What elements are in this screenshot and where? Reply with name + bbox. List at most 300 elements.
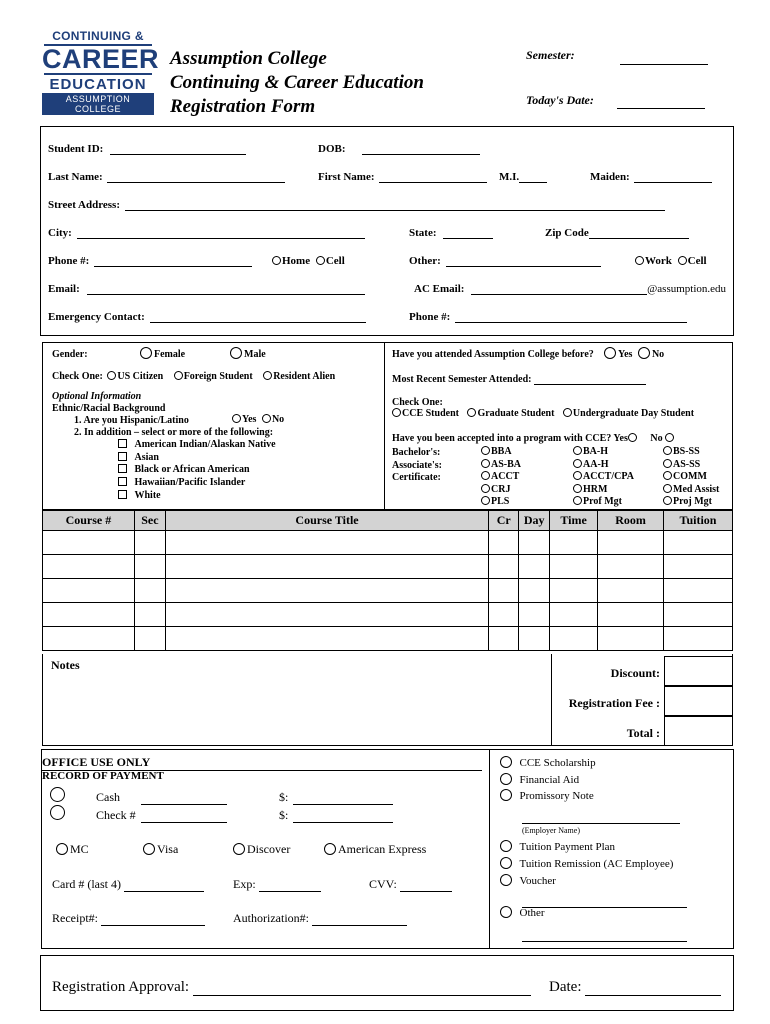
- bachelors-label: Bachelor's:: [392, 447, 441, 458]
- record-of-payment: RECORD OF PAYMENT: [42, 770, 164, 782]
- race-item: Black or African American: [118, 464, 276, 477]
- card-row: [52, 877, 204, 892]
- state-row: [409, 227, 493, 239]
- table-cell[interactable]: [489, 531, 519, 555]
- us-citizen-radio[interactable]: [107, 371, 116, 380]
- total-label: Total :: [626, 726, 660, 740]
- notes-area[interactable]: [42, 654, 552, 746]
- work-label: Work: [645, 255, 672, 267]
- financial-aid-option: [500, 772, 596, 789]
- receipt-row: [52, 911, 205, 926]
- notes-label: Notes: [51, 658, 80, 672]
- table-cell[interactable]: [165, 579, 488, 603]
- table-cell[interactable]: [598, 579, 664, 603]
- program-radio[interactable]: [481, 459, 490, 468]
- other-label: Other: [519, 907, 545, 919]
- program-option: HRM: [573, 484, 634, 497]
- accepted-no-label: No: [650, 433, 663, 444]
- accepted-no-radio[interactable]: [665, 433, 674, 442]
- logo-line4: ASSUMPTION COLLEGE: [42, 93, 154, 115]
- resident-label: Resident Alien: [273, 371, 336, 382]
- grad-radio[interactable]: [467, 408, 476, 417]
- table-cell[interactable]: [598, 627, 664, 651]
- other-field[interactable]: [522, 924, 687, 942]
- citizenship-row: [52, 371, 335, 382]
- scholarship-radio[interactable]: [500, 756, 512, 768]
- student-id-field[interactable]: [110, 143, 246, 155]
- program-radio[interactable]: [481, 446, 490, 455]
- program-option: BBA: [481, 446, 521, 459]
- program-radio[interactable]: [573, 446, 582, 455]
- credits-header: Cr: [489, 511, 519, 531]
- table-cell[interactable]: [664, 603, 733, 627]
- foreign-radio[interactable]: [174, 371, 183, 380]
- financial-aid-label: Financial Aid: [519, 773, 580, 786]
- check-num-field[interactable]: [141, 811, 227, 823]
- auth-label: Authorization#:: [233, 911, 309, 925]
- table-cell[interactable]: [664, 579, 733, 603]
- female-option: [140, 347, 185, 360]
- student-id-label: Student ID:: [48, 143, 104, 155]
- street-field[interactable]: [125, 199, 665, 211]
- first-name-row: [318, 171, 487, 183]
- city-field[interactable]: [77, 227, 365, 239]
- program-option: ACCT: [481, 471, 521, 484]
- approval-date-label: Date:: [549, 979, 582, 995]
- table-cell[interactable]: [519, 555, 550, 579]
- table-cell[interactable]: [550, 627, 598, 651]
- logo-line2: CAREER: [42, 44, 160, 74]
- table-cell[interactable]: [550, 555, 598, 579]
- auth-field[interactable]: [312, 914, 407, 926]
- dob-label: DOB:: [318, 143, 346, 155]
- table-row: [43, 627, 733, 651]
- cash-dollar-label: $:: [279, 790, 289, 804]
- cash-amount-field[interactable]: [293, 793, 393, 805]
- table-cell[interactable]: [43, 627, 135, 651]
- table-cell[interactable]: [664, 627, 733, 651]
- program-option: AS-BA: [481, 459, 521, 472]
- zip-row: [545, 227, 689, 239]
- certificate-label: Certificate:: [392, 472, 441, 483]
- emergency-field[interactable]: [150, 311, 366, 323]
- table-cell[interactable]: [43, 531, 135, 555]
- visa-radio[interactable]: [143, 843, 155, 855]
- street-row: [48, 199, 665, 211]
- table-row: [43, 555, 733, 579]
- program-option: COMM: [663, 471, 719, 484]
- emergency-label: Emergency Contact:: [48, 311, 145, 323]
- receipt-field[interactable]: [101, 914, 205, 926]
- logo-line1: CONTINUING &: [52, 29, 144, 43]
- hispanic-question: 1. Are you Hispanic/Latino: [74, 415, 189, 426]
- table-cell[interactable]: [664, 531, 733, 555]
- mi-row: [499, 171, 547, 183]
- check-radio[interactable]: [50, 805, 65, 825]
- attended-question: [392, 349, 594, 360]
- program-radio[interactable]: [573, 471, 582, 480]
- table-cell[interactable]: [489, 579, 519, 603]
- title-line1: Assumption College: [170, 48, 327, 69]
- attended-options: [604, 347, 664, 360]
- mc-option: [56, 842, 89, 857]
- discount-field[interactable]: [664, 656, 733, 686]
- table-cell[interactable]: [664, 555, 733, 579]
- state-field[interactable]: [443, 227, 493, 239]
- approval-row: [52, 979, 531, 996]
- promissory-label: Promissory Note: [519, 790, 594, 802]
- first-name-field[interactable]: [379, 171, 487, 183]
- voucher-field[interactable]: [522, 890, 687, 908]
- optional-info-label: Optional Information: [52, 391, 142, 402]
- demographics-divider: [384, 342, 385, 510]
- card-label: Card # (last 4): [52, 877, 121, 891]
- foreign-label: Foreign Student: [183, 371, 253, 382]
- race-checkbox[interactable]: [118, 452, 127, 461]
- table-row: [43, 579, 733, 603]
- discover-option: [233, 842, 290, 857]
- email-field[interactable]: [87, 283, 365, 295]
- table-cell[interactable]: [489, 603, 519, 627]
- state-label: State:: [409, 227, 437, 239]
- student-type-label: Check One:: [392, 397, 443, 408]
- table-cell[interactable]: [598, 603, 664, 627]
- scholarship-option: [500, 755, 596, 772]
- form-title: [170, 47, 424, 119]
- dob-field[interactable]: [362, 143, 480, 155]
- time-header: Time: [550, 511, 598, 531]
- program-option: Med Assist: [663, 484, 719, 497]
- attended-no-label: No: [651, 349, 665, 360]
- program-option: CRJ: [481, 484, 521, 497]
- program-option: BS-SS: [663, 446, 719, 459]
- resident-radio[interactable]: [263, 371, 272, 380]
- reg-fee-field[interactable]: [664, 686, 733, 716]
- associates-label: Associate's:: [392, 459, 442, 471]
- program-radio[interactable]: [481, 471, 490, 480]
- male-label: Male: [244, 349, 266, 360]
- exp-field[interactable]: [259, 880, 321, 892]
- table-cell[interactable]: [519, 579, 550, 603]
- table-cell[interactable]: [489, 555, 519, 579]
- program-radio[interactable]: [663, 496, 672, 505]
- approval-field[interactable]: [193, 981, 531, 996]
- hispanic-no-label: No: [271, 414, 285, 425]
- emergency-phone-field[interactable]: [455, 311, 687, 323]
- table-cell[interactable]: [598, 555, 664, 579]
- emergency-phone-label: Phone #:: [409, 311, 451, 323]
- table-cell[interactable]: [165, 603, 488, 627]
- voucher-radio[interactable]: [500, 874, 512, 886]
- work-radio[interactable]: [635, 256, 644, 265]
- race-checkbox[interactable]: [118, 464, 127, 473]
- table-cell[interactable]: [519, 531, 550, 555]
- cell-label: Cell: [325, 255, 345, 267]
- hispanic-options: [232, 414, 284, 425]
- remission-radio[interactable]: [500, 857, 512, 869]
- table-cell[interactable]: [43, 603, 135, 627]
- maiden-label: Maiden:: [590, 171, 630, 183]
- visa-label: Visa: [157, 842, 179, 856]
- city-row: [48, 227, 365, 239]
- race-item: Hawaiian/Pacific Islander: [118, 477, 276, 490]
- table-cell[interactable]: [550, 603, 598, 627]
- amex-radio[interactable]: [324, 843, 336, 855]
- race-item: American Indian/Alaskan Native: [118, 439, 276, 452]
- last-name-label: Last Name:: [48, 171, 103, 183]
- cash-radio[interactable]: [50, 787, 65, 807]
- remission-option: [500, 856, 673, 873]
- program-labels: [392, 447, 442, 485]
- email-label: Email:: [48, 283, 80, 295]
- aid-options-bottom: [500, 839, 673, 890]
- table-cell[interactable]: [134, 555, 165, 579]
- emergency-row: [48, 311, 366, 323]
- cell2-label: Cell: [687, 255, 707, 267]
- program-option: ACCT/CPA: [573, 471, 634, 484]
- cash-amount-row: [279, 790, 393, 805]
- last-name-row: [48, 171, 285, 183]
- amex-label: American Express: [338, 842, 427, 856]
- remission-label: Tuition Remission (AC Employee): [519, 858, 674, 870]
- race-item: White: [118, 490, 276, 503]
- ac-email-row: [414, 283, 726, 295]
- cvv-field[interactable]: [400, 880, 452, 892]
- approval-date-field[interactable]: [585, 981, 721, 996]
- race-checkbox[interactable]: [118, 439, 127, 448]
- check-amount-row: [279, 808, 393, 823]
- table-cell[interactable]: [519, 603, 550, 627]
- total-field[interactable]: [664, 716, 733, 746]
- auth-row: [233, 911, 407, 926]
- program-col1: [481, 446, 521, 509]
- mc-radio[interactable]: [56, 843, 68, 855]
- undergrad-label: Undergraduate Day Student: [572, 408, 695, 419]
- check-row: [96, 808, 227, 823]
- table-cell[interactable]: [598, 531, 664, 555]
- check-amount-field[interactable]: [293, 811, 393, 823]
- race-list: [118, 439, 276, 503]
- approval-date-row: [549, 979, 721, 996]
- exp-row: [233, 877, 321, 892]
- discount-label: Discount:: [610, 666, 660, 680]
- tuition-header: Tuition: [664, 511, 733, 531]
- course-num-header: Course #: [43, 511, 135, 531]
- program-radio[interactable]: [573, 459, 582, 468]
- email-row: [48, 283, 365, 295]
- gender-label: Gender:: [52, 349, 88, 360]
- race-item: Asian: [118, 452, 276, 465]
- other-phone-row: [409, 255, 601, 267]
- first-name-label: First Name:: [318, 171, 375, 183]
- program-col3: [663, 446, 719, 509]
- program-option: AS-SS: [663, 459, 719, 472]
- visa-option: [143, 842, 178, 857]
- other-option: [500, 906, 545, 919]
- accepted-yes-label: Yes: [613, 433, 628, 444]
- race-question: 2. In addition – select or more of the following:: [74, 427, 274, 438]
- hispanic-no-radio[interactable]: [262, 414, 271, 423]
- cvv-label: CVV:: [369, 877, 397, 891]
- financial-aid-radio[interactable]: [500, 773, 512, 785]
- program-radio[interactable]: [573, 484, 582, 493]
- ac-email-domain: @assumption.edu: [647, 283, 727, 295]
- check-label: Check #: [96, 808, 136, 822]
- program-radio[interactable]: [663, 459, 672, 468]
- recent-semester-field[interactable]: [534, 373, 646, 385]
- approval-label: Registration Approval:: [52, 979, 190, 995]
- table-cell[interactable]: [165, 555, 488, 579]
- title-line2: Continuing & Career Education: [170, 72, 424, 93]
- employer-label: (Employer Name): [522, 826, 580, 835]
- recent-semester-label: Most Recent Semester Attended:: [392, 374, 532, 385]
- table-cell[interactable]: [550, 579, 598, 603]
- phone-label: Phone #:: [48, 255, 90, 267]
- attended-yes-radio[interactable]: [604, 347, 616, 359]
- cash-label: Cash: [96, 790, 120, 804]
- room-header: Room: [598, 511, 664, 531]
- us-citizen-label: US Citizen: [117, 371, 164, 382]
- program-radio[interactable]: [663, 446, 672, 455]
- office-use-title: OFFICE USE ONLY: [42, 755, 482, 771]
- zip-label: Zip Code: [545, 227, 589, 239]
- day-header: Day: [519, 511, 550, 531]
- table-cell[interactable]: [165, 531, 488, 555]
- dob-row: [318, 143, 480, 155]
- hispanic-yes-radio[interactable]: [232, 414, 241, 423]
- card-field[interactable]: [124, 880, 204, 892]
- table-cell[interactable]: [134, 531, 165, 555]
- citizenship-label: Check One:: [52, 371, 103, 382]
- check-dollar-label: $:: [279, 808, 289, 822]
- ethnic-label: Ethnic/Racial Background: [52, 403, 166, 414]
- payment-plan-option: [500, 839, 673, 856]
- attended-question-text: Have you attended Assumption College before?: [392, 349, 594, 360]
- today-label: Today's Date:: [526, 93, 594, 107]
- program-radio[interactable]: [481, 484, 490, 493]
- recent-semester-row: [392, 373, 646, 385]
- payment-plan-label: Tuition Payment Plan: [519, 841, 616, 853]
- other-radio[interactable]: [500, 906, 512, 918]
- cce-radio[interactable]: [392, 408, 401, 417]
- table-row: [43, 603, 733, 627]
- employer-field[interactable]: [522, 806, 680, 824]
- scholarship-label: CCE Scholarship: [519, 757, 596, 769]
- table-row: [43, 531, 733, 555]
- logo-line3: EDUCATION: [49, 76, 147, 93]
- female-radio[interactable]: [140, 347, 152, 359]
- table-cell[interactable]: [134, 627, 165, 651]
- cvv-row: [369, 877, 452, 892]
- office-divider: [489, 749, 490, 949]
- college-logo: [42, 25, 160, 117]
- accepted-yes-radio[interactable]: [628, 433, 637, 442]
- ac-email-field[interactable]: [471, 283, 647, 295]
- home-label: Home: [282, 255, 311, 267]
- home-radio[interactable]: [272, 256, 281, 265]
- emergency-phone-row: [409, 311, 687, 323]
- program-option: BA-H: [573, 446, 634, 459]
- reg-fee-label: Registration Fee :: [568, 696, 660, 710]
- attended-no-radio[interactable]: [638, 347, 650, 359]
- table-cell[interactable]: [550, 531, 598, 555]
- male-radio[interactable]: [230, 347, 242, 359]
- course-title-header: Course Title: [165, 511, 488, 531]
- cell-radio[interactable]: [316, 256, 325, 265]
- cash-row: [96, 790, 227, 805]
- cce-label: CCE Student: [402, 408, 459, 419]
- program-col2: [573, 446, 634, 509]
- female-label: Female: [154, 349, 186, 360]
- other-phone-field[interactable]: [446, 255, 601, 267]
- table-cell[interactable]: [134, 603, 165, 627]
- receipt-label: Receipt#:: [52, 911, 98, 925]
- attended-yes-label: Yes: [618, 349, 633, 360]
- program-radio[interactable]: [573, 496, 582, 505]
- cash-ref-field[interactable]: [141, 793, 227, 805]
- table-cell[interactable]: [134, 579, 165, 603]
- phone-field[interactable]: [94, 255, 252, 267]
- last-name-field[interactable]: [107, 171, 285, 183]
- race-checkbox[interactable]: [118, 490, 127, 499]
- payment-plan-radio[interactable]: [500, 840, 512, 852]
- semester-label: Semester:: [526, 48, 575, 62]
- male-option: [230, 347, 266, 360]
- other-phone-label: Other:: [409, 255, 441, 267]
- program-radio[interactable]: [481, 496, 490, 505]
- table-cell[interactable]: [43, 555, 135, 579]
- program-radio[interactable]: [663, 484, 672, 493]
- phone-type: [272, 255, 345, 267]
- voucher-option: [500, 873, 673, 890]
- zip-field[interactable]: [589, 227, 689, 239]
- accepted-question-text: Have you been accepted into a program with CCE?: [392, 433, 612, 444]
- student-type-options: [392, 408, 694, 419]
- promissory-radio[interactable]: [500, 789, 512, 801]
- phone-row: [48, 255, 252, 267]
- discover-radio[interactable]: [233, 843, 245, 855]
- undergrad-radio[interactable]: [563, 408, 572, 417]
- discover-label: Discover: [247, 842, 291, 856]
- grad-label: Graduate Student: [477, 408, 555, 419]
- promissory-option: [500, 788, 596, 805]
- mi-field[interactable]: [519, 171, 547, 183]
- program-option: PLS: [481, 496, 521, 509]
- voucher-label: Voucher: [519, 875, 556, 887]
- aid-options-top: [500, 755, 596, 805]
- street-label: Street Address:: [48, 199, 121, 211]
- semester-field[interactable]: [620, 47, 708, 65]
- table-cell[interactable]: [489, 627, 519, 651]
- maiden-field[interactable]: [634, 171, 712, 183]
- program-option: Prof Mgt: [573, 496, 634, 509]
- race-checkbox[interactable]: [118, 477, 127, 486]
- mi-label: M.I.: [499, 171, 520, 183]
- cell2-radio[interactable]: [678, 256, 687, 265]
- amex-option: [324, 842, 426, 857]
- hispanic-yes-label: Yes: [242, 414, 257, 425]
- maiden-row: [590, 171, 712, 183]
- exp-label: Exp:: [233, 877, 256, 891]
- program-radio[interactable]: [663, 471, 672, 480]
- table-cell[interactable]: [165, 627, 488, 651]
- table-cell[interactable]: [519, 627, 550, 651]
- today-field[interactable]: [617, 91, 705, 109]
- table-cell[interactable]: [43, 579, 135, 603]
- accepted-question: [392, 433, 675, 444]
- other-phone-type: [635, 255, 707, 267]
- student-id-row: [48, 143, 246, 155]
